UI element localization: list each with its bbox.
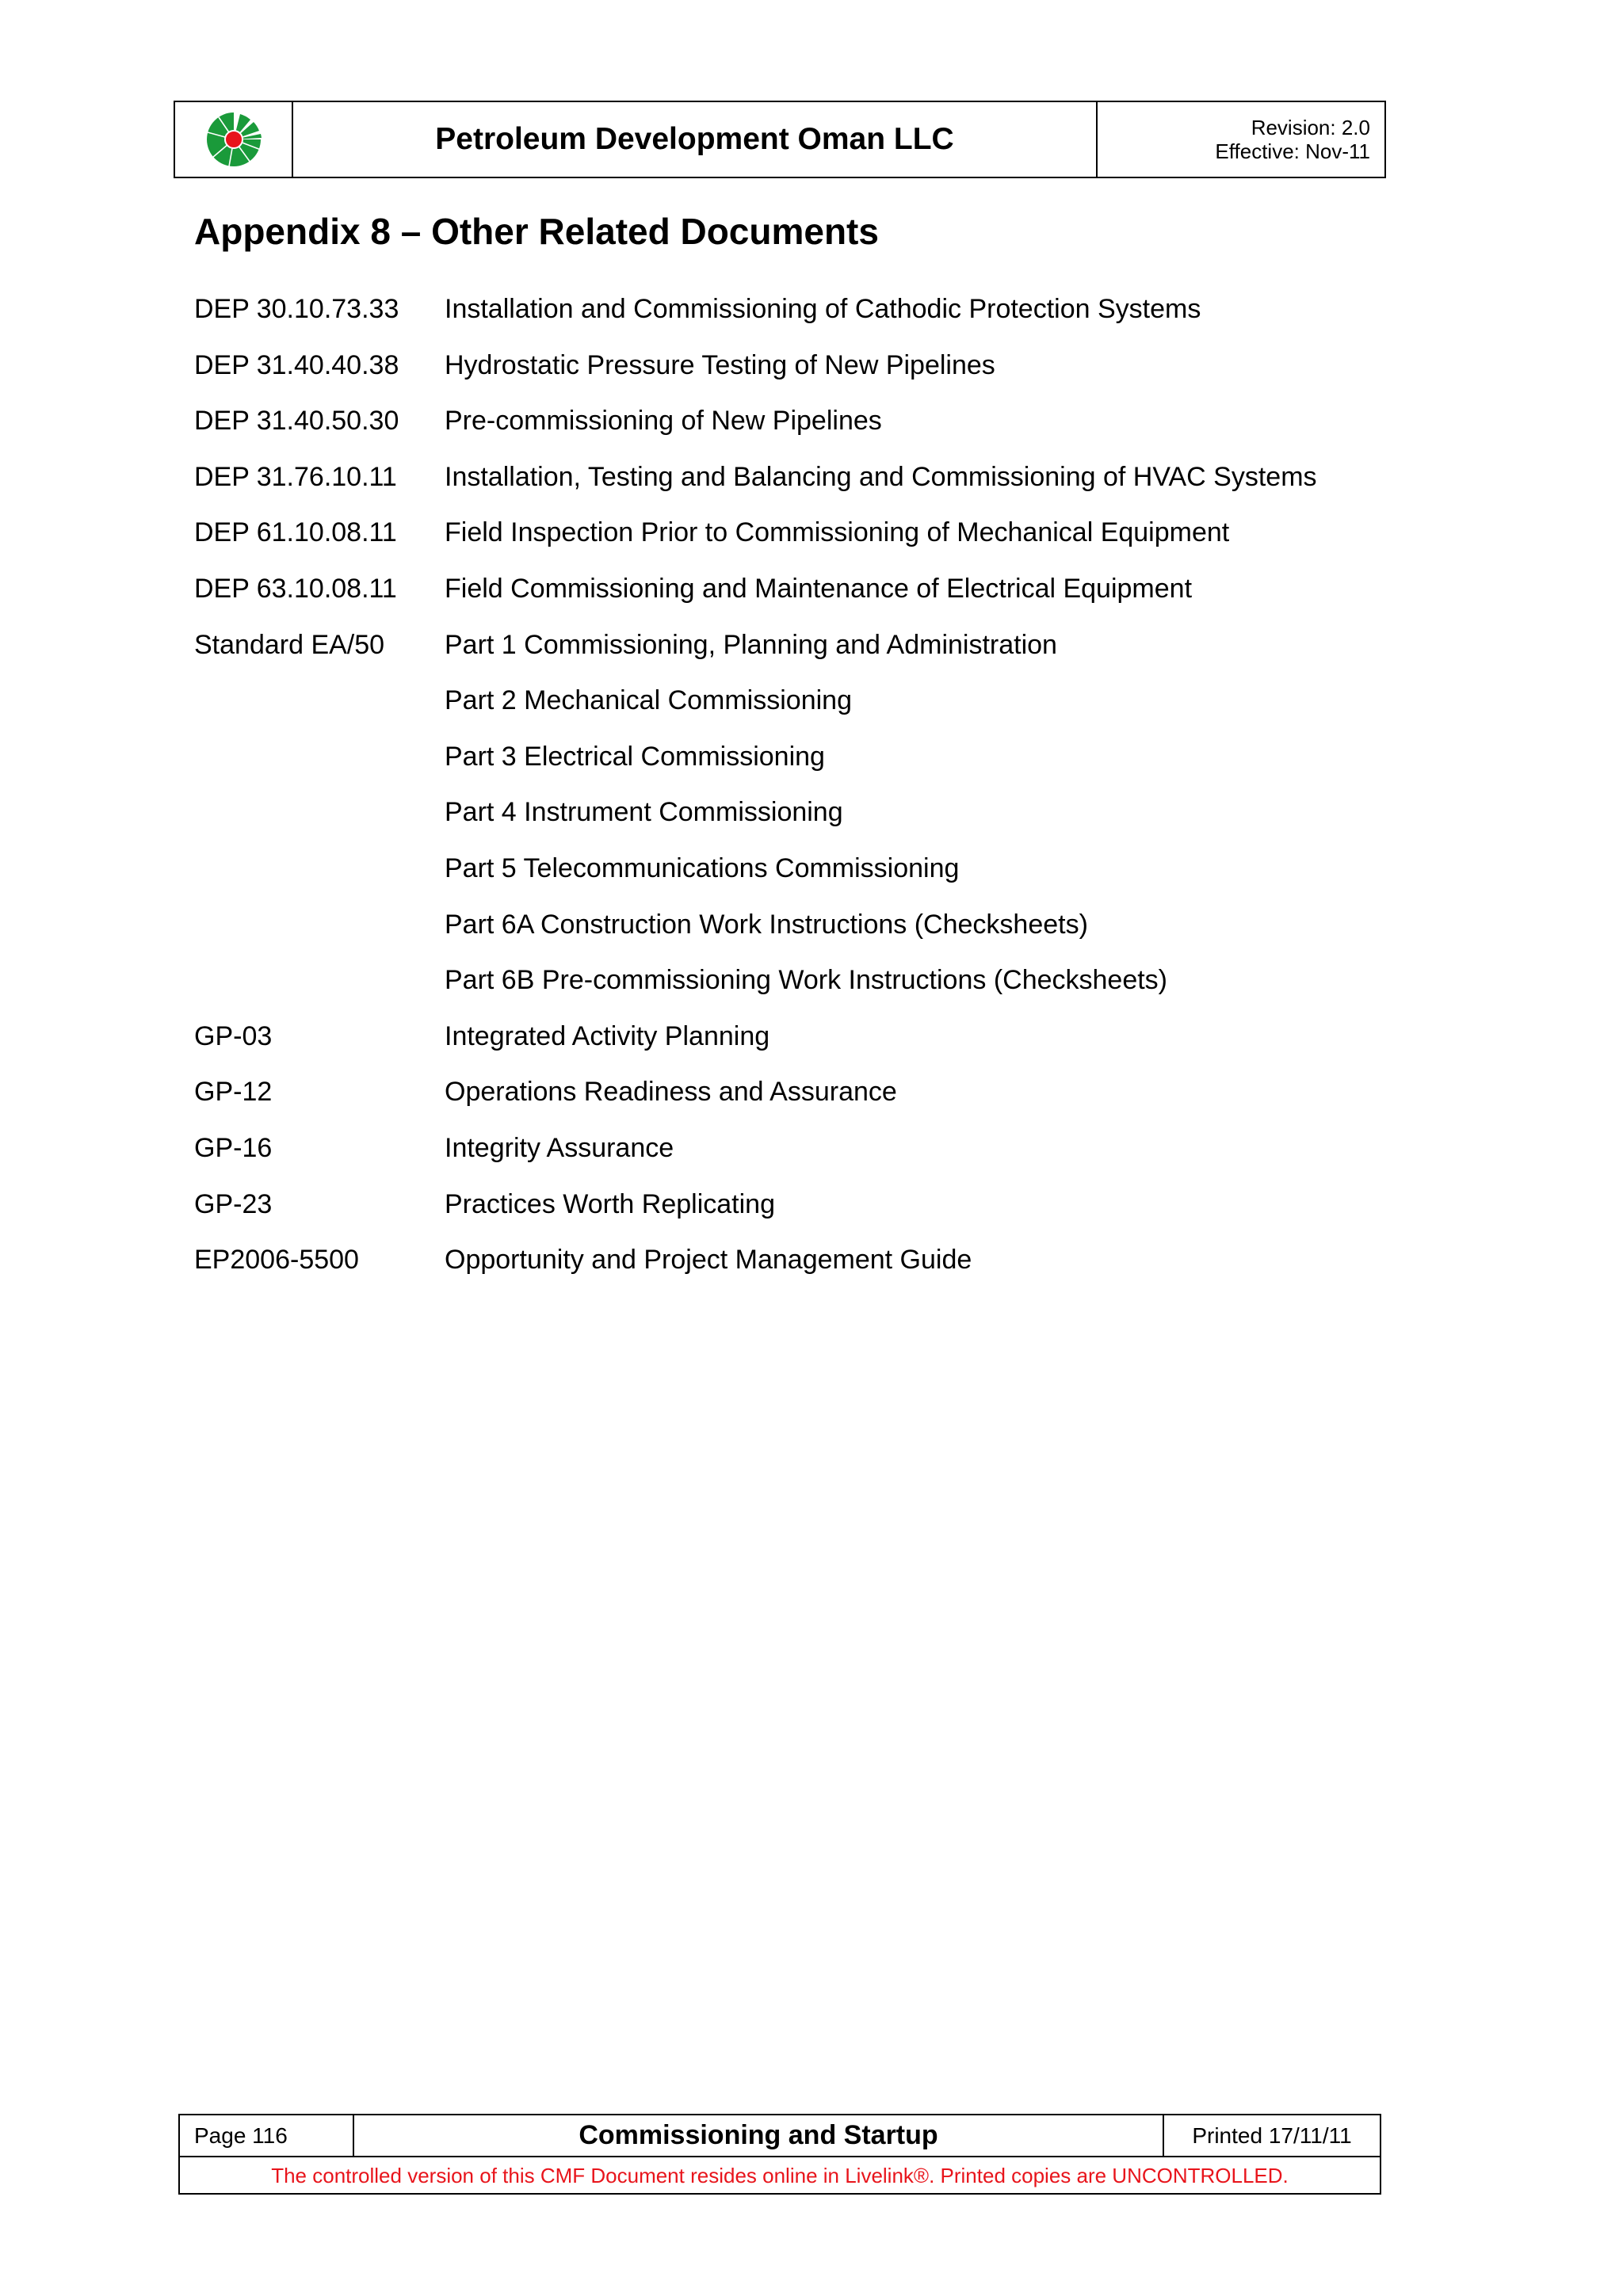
document-code: GP-23 xyxy=(194,1188,273,1219)
list-item xyxy=(194,345,1399,402)
document-code: DEP 30.10.73.33 xyxy=(194,294,399,324)
document-title: Part 5 Telecommunications Commissioning xyxy=(445,852,960,883)
document-code xyxy=(194,905,445,961)
document-code: GP-12 xyxy=(194,1077,273,1108)
list-item xyxy=(194,905,1399,961)
effective-label: Effective: Nov-11 xyxy=(1215,139,1370,163)
logo-cell xyxy=(175,102,293,177)
list-item xyxy=(194,737,1399,793)
document-code: DEP 63.10.08.11 xyxy=(194,573,397,604)
document-code: EP2006-5500 xyxy=(194,1245,359,1276)
list-item xyxy=(194,289,1399,345)
footer-title: Commissioning and Startup xyxy=(354,2115,1164,2156)
list-item xyxy=(194,1128,1399,1184)
document-code: DEP 61.10.08.11 xyxy=(194,517,397,548)
document-title: Practices Worth Replicating xyxy=(445,1188,775,1219)
document-code xyxy=(194,681,445,737)
document-title: Field Inspection Prior to Commissioning of Mechanical Equipment xyxy=(445,517,1230,548)
document-code: GP-03 xyxy=(194,1020,273,1051)
document-title: Operations Readiness and Assurance xyxy=(445,1077,897,1108)
document-title: Field Commissioning and Maintenance of Electrical Equipment xyxy=(445,573,1193,604)
document-title: Part 6B Pre-commissioning Work Instructions (Checksheets) xyxy=(445,965,1168,996)
document-code: DEP 31.40.50.30 xyxy=(194,406,399,437)
list-item xyxy=(194,1240,1399,1296)
document-code: DEP 31.40.40.38 xyxy=(194,349,399,380)
list-item xyxy=(194,625,1399,681)
list-item xyxy=(194,513,1399,569)
document-title: Hydrostatic Pressure Testing of New Pipelines xyxy=(445,349,995,380)
document-code xyxy=(194,792,445,849)
document-code xyxy=(194,737,445,793)
document-code: GP-16 xyxy=(194,1132,273,1163)
uncontrolled-copy-notice: The controlled version of this CMF Document resides online in Livelink®. Printed copies are UNCONTROLLED. xyxy=(271,2164,1289,2187)
document-code: Standard EA/50 xyxy=(194,629,385,660)
document-title: Part 2 Mechanical Commissioning xyxy=(445,685,852,716)
company-name: Petroleum Development Oman LLC xyxy=(293,102,1098,177)
list-item xyxy=(194,401,1399,457)
document-code xyxy=(194,960,445,1016)
document-code: DEP 31.76.10.11 xyxy=(194,461,397,492)
related-documents-list xyxy=(194,289,1399,1296)
document-header xyxy=(174,101,1386,178)
list-item xyxy=(194,960,1399,1016)
document-title: Pre-commissioning of New Pipelines xyxy=(445,406,882,437)
document-title: Integrated Activity Planning xyxy=(445,1020,770,1051)
page-number: Page 116 xyxy=(180,2115,354,2156)
document-title: Part 4 Instrument Commissioning xyxy=(445,797,843,828)
list-item xyxy=(194,681,1399,737)
document-title: Installation and Commissioning of Cathodic Protection Systems xyxy=(445,294,1201,324)
list-item xyxy=(194,1184,1399,1241)
page-title: Appendix 8 – Other Related Documents xyxy=(194,211,879,252)
document-title: Integrity Assurance xyxy=(445,1132,674,1163)
document-title: Part 3 Electrical Commissioning xyxy=(445,741,825,772)
pdo-logo-icon xyxy=(201,110,266,169)
document-title: Part 6A Construction Work Instructions (Checksheets) xyxy=(445,909,1088,940)
list-item xyxy=(194,1072,1399,1128)
list-item xyxy=(194,457,1399,513)
list-item xyxy=(194,849,1399,905)
document-title: Part 1 Commissioning, Planning and Administration xyxy=(445,629,1057,660)
revision-info xyxy=(1098,102,1384,177)
list-item xyxy=(194,1016,1399,1073)
document-code xyxy=(194,849,445,905)
list-item xyxy=(194,792,1399,849)
document-footer xyxy=(178,2114,1381,2195)
printed-date: Printed 17/11/11 xyxy=(1192,2122,1352,2148)
revision-label: Revision: 2.0 xyxy=(1251,116,1370,139)
document-title: Installation, Testing and Balancing and Commissioning of HVAC Systems xyxy=(445,461,1317,492)
footer-top-row xyxy=(180,2115,1380,2157)
list-item xyxy=(194,569,1399,625)
document-title: Opportunity and Project Management Guide xyxy=(445,1245,972,1276)
